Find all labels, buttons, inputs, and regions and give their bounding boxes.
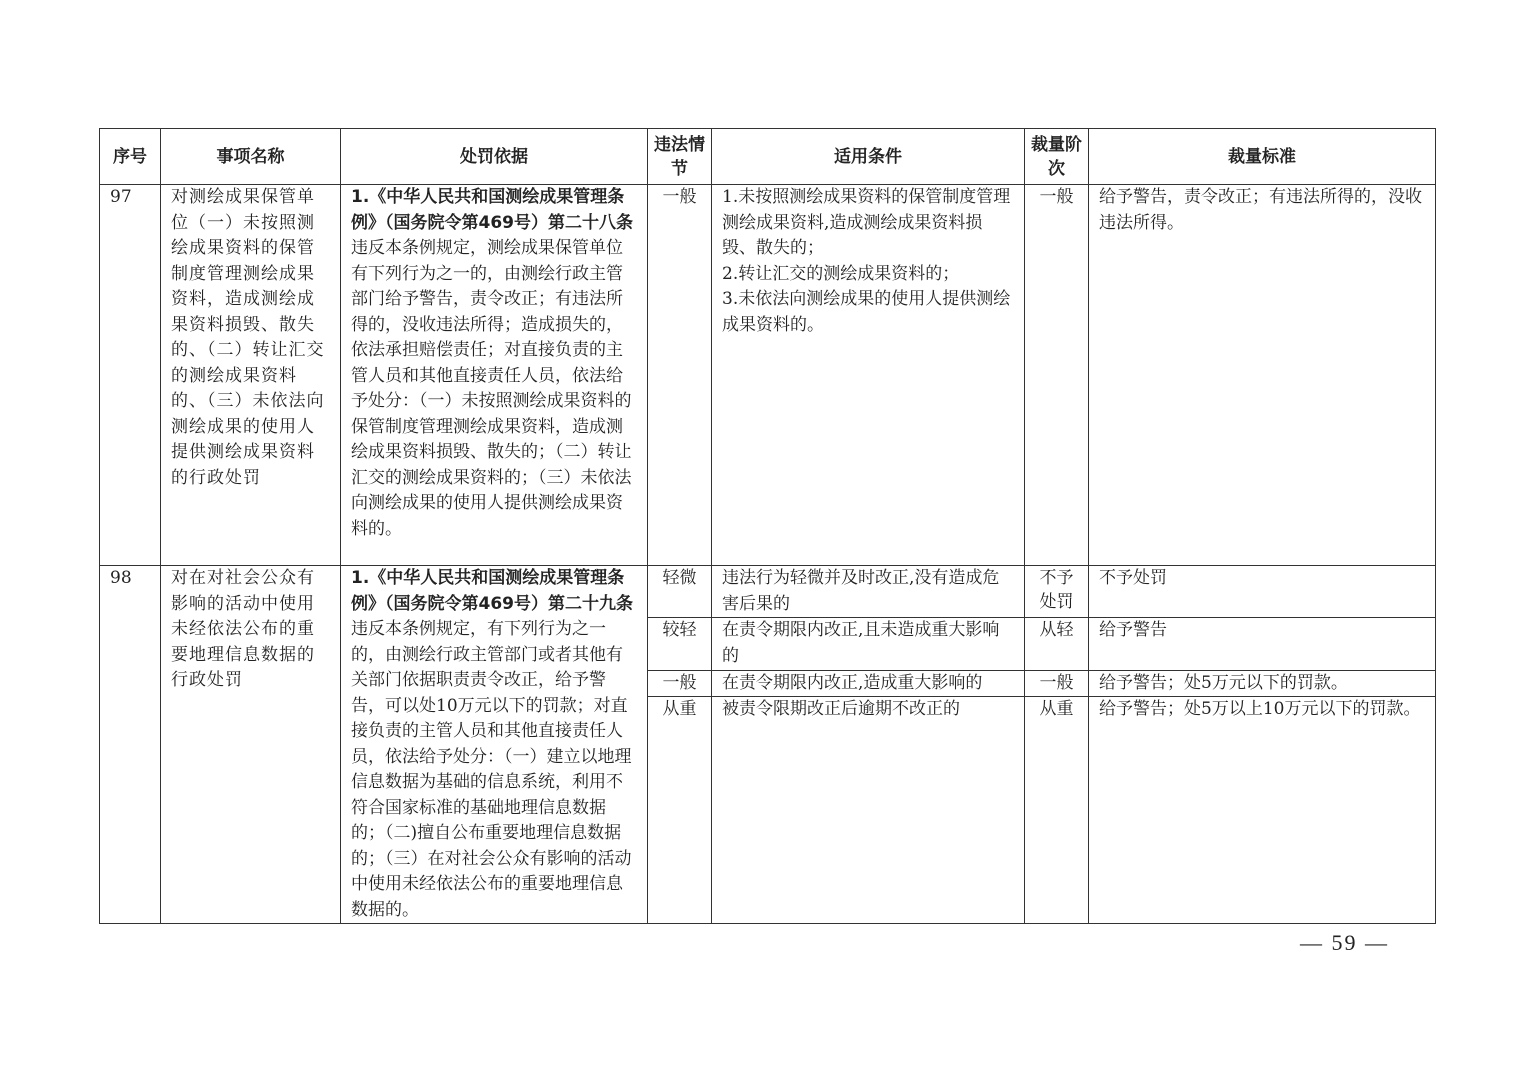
- basis-title: 1.《中华人民共和国测绘成果管理条例》（国务院令第469号）第二十九条: [351, 568, 633, 614]
- condition-cell: 在责令期限内改正,且未造成重大影响的: [712, 618, 1025, 670]
- basis-body: 违反本条例规定，有下列行为之一的，由测绘行政主管部门或者其他有关部门依据职责责令改正，给予警告，可以处10万元以下的罚款；对直接负责的主管人员和其他直接责任人员，依法给予处分：（一）建立以地理信息数据为基础的信息系统，利用不符合国家标准的基础地理信息数据的；（二)擅自公布重要地理信息数据的；（三）在对社会公众有影响的活动中使用未经依法公布的重要地理信息数据的。: [351, 619, 632, 920]
- row-number: 98: [100, 566, 161, 924]
- header-name: 事项名称: [161, 129, 341, 185]
- condition-cell: 在责令期限内改正,造成重大影响的: [712, 670, 1025, 697]
- level-cell: 从重: [1025, 697, 1089, 924]
- level-cell: 一般: [1025, 670, 1089, 697]
- penalty-basis: [341, 185, 648, 566]
- standard-cell: 给予警告: [1089, 618, 1436, 670]
- standard-cell: 不予处罚: [1089, 566, 1436, 618]
- severity-cell: 从重: [648, 697, 712, 924]
- standard-cell: 给予警告；处5万元以下的罚款。: [1089, 670, 1436, 697]
- standard-cell: 给予警告，责令改正；有违法所得的，没收违法所得。: [1089, 185, 1436, 566]
- header-severity: 违法情节: [648, 129, 712, 185]
- condition-cell: 被责令限期改正后逾期不改正的: [712, 697, 1025, 924]
- condition-item: 2.转让汇交的测绘成果资料的；: [722, 263, 960, 284]
- severity-cell: 一般: [648, 670, 712, 697]
- table-row: [100, 566, 1436, 618]
- condition-item: 3.未依法向测绘成果的使用人提供测绘成果资料的。: [722, 289, 1011, 335]
- header-basis: 处罚依据: [341, 129, 648, 185]
- severity-cell: 轻微: [648, 566, 712, 618]
- header-standard: 裁量标准: [1089, 129, 1436, 185]
- severity-cell: 一般: [648, 185, 712, 566]
- penalty-basis: [341, 566, 648, 924]
- condition-cell: 违法行为轻微并及时改正,没有造成危害后果的: [712, 566, 1025, 618]
- penalty-table: [99, 128, 1436, 924]
- level-cell: 不予处罚: [1025, 566, 1089, 618]
- level-cell: 从轻: [1025, 618, 1089, 670]
- header-level: 裁量阶次: [1025, 129, 1089, 185]
- condition-item: 1.未按照测绘成果资料的保管制度管理测绘成果资料,造成测绘成果资料损毁、散失的；: [722, 187, 1011, 258]
- standard-cell: 给予警告；处5万以上10万元以下的罚款。: [1089, 697, 1436, 924]
- item-name: 对测绘成果保管单位（一）未按照测绘成果资料的保管制度管理测绘成果资料，造成测绘成果资料损毁、散失的、（二）转让汇交的测绘成果资料的、（三）未依法向测绘成果的使用人提供测绘成果资料的行政处罚: [161, 185, 341, 566]
- item-name: 对在对社会公众有影响的活动中使用未经依法公布的重要地理信息数据的行政处罚: [161, 566, 341, 924]
- header-no: 序号: [100, 129, 161, 185]
- level-cell: 一般: [1025, 185, 1089, 566]
- conditions-cell: [712, 185, 1025, 566]
- row-number: 97: [100, 185, 161, 566]
- basis-body: 违反本条例规定，测绘成果保管单位有下列行为之一的，由测绘行政主管部门给予警告，责令改正；有违法所得的，没收违法所得；造成损失的，依法承担赔偿责任；对直接负责的主管人员和其他直接责任人员，依法给予处分：（一）未按照测绘成果资料的保管制度管理测绘成果资料，造成测绘成果资料损毁、散失的；（二）转让汇交的测绘成果资料的；（三）未依法向测绘成果的使用人提供测绘成果资料的。: [351, 238, 632, 539]
- table-row: [100, 185, 1436, 566]
- header-conditions: 适用条件: [712, 129, 1025, 185]
- basis-title: 1.《中华人民共和国测绘成果管理条例》（国务院令第469号）第二十八条: [351, 187, 633, 233]
- header-row: [100, 129, 1436, 185]
- severity-cell: 较轻: [648, 618, 712, 670]
- page-number: — 59 —: [1300, 930, 1389, 955]
